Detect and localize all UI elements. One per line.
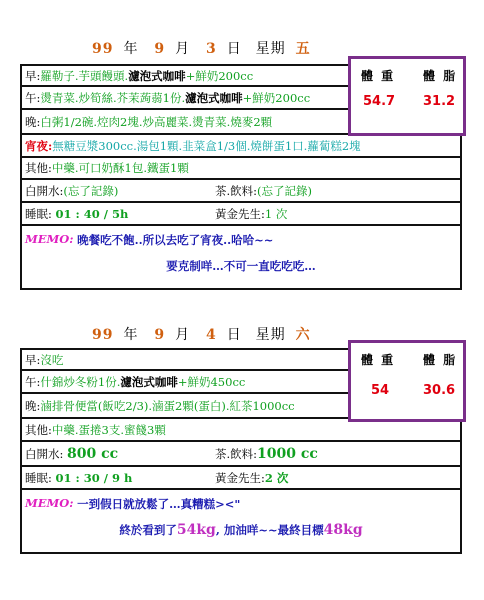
memo-row: MEMO: 晚餐吃不飽..所以去吃了宵夜..哈哈~~ 要克制咩…不可一直吃吃吃… xyxy=(20,224,462,290)
sleep-gold-row: 睡眠: 01 : 30 / 9 h 黃金先生: 2 次 xyxy=(20,465,462,490)
memo-row: MEMO: 一到假日就放鬆了…真糟糕><" 終於看到了54kg, 加油咩~~最終目標48kg xyxy=(20,488,462,554)
water-tea-row: 白開水: 800 cc 茶.飲料: 1000 cc xyxy=(20,440,462,467)
body-stats-box-day1: 體 重 體 脂 54.7 31.2 xyxy=(348,56,466,136)
body-fat-value: 30.6 xyxy=(423,383,456,398)
other-row: 其他: 中藥.蛋捲3支.蜜餞3顆 xyxy=(20,417,462,442)
date-heading-day2: 99 年 9 月 4 日 星期 六 xyxy=(92,327,311,343)
water-tea-row: 白開水:(忘了記錄) 茶.飲料: (忘了記錄) xyxy=(20,178,462,203)
memo-line2: 終於看到了54kg, 加油咩~~最終目標48kg xyxy=(119,522,363,538)
lunch-row: 午: 燙青菜.炒筍絲.芥茉蒟蒻1份. 濾泡式咖啡 +鮮奶200cc xyxy=(20,85,350,110)
dinner-row: 晚: 滷排骨便當( 飯吃2/3). 滷蛋2顆(蛋白).紅茶1000cc xyxy=(20,392,350,419)
diet-log-day1 xyxy=(20,64,462,290)
lunch-row: 午: 什錦炒冬粉1份. 濾泡式咖啡 +鮮奶450cc xyxy=(20,369,350,394)
dinner-row: 晚: 白粥1/2碗. 焢肉2塊.炒高麗菜.燙青菜. 燒麥2顆 xyxy=(20,108,350,135)
weight-value: 54 xyxy=(371,383,390,398)
weight-value: 54.7 xyxy=(363,94,396,109)
other-row: 其他: 中藥.可口奶酥1包.鐵蛋1顆 xyxy=(20,156,462,180)
sleep-gold-row: 睡眠: 01 : 40 / 5h 黃金先生: 1 次 xyxy=(20,201,462,226)
breakfast-row: 早: 羅勒子.芋頭饅頭. 濾泡式咖啡 +鮮奶200cc xyxy=(20,64,350,87)
body-stats-box-day2: 體 重 體 脂 54 30.6 xyxy=(348,340,466,422)
memo-line2: 要克制咩…不可一直吃吃吃… xyxy=(166,259,316,273)
diet-log-day2 xyxy=(20,348,462,554)
body-fat-value: 31.2 xyxy=(423,94,456,109)
breakfast-row: 早: 沒吃 xyxy=(20,348,350,371)
date-heading-day1: 99 年 9 月 3 日 星期 五 xyxy=(92,41,311,57)
snack-row: 宵夜: 無糖豆漿300cc.湯包1顆.韭菜盒1/3個.燒餅蛋1口.蘿蔔糕2塊 xyxy=(20,133,462,158)
